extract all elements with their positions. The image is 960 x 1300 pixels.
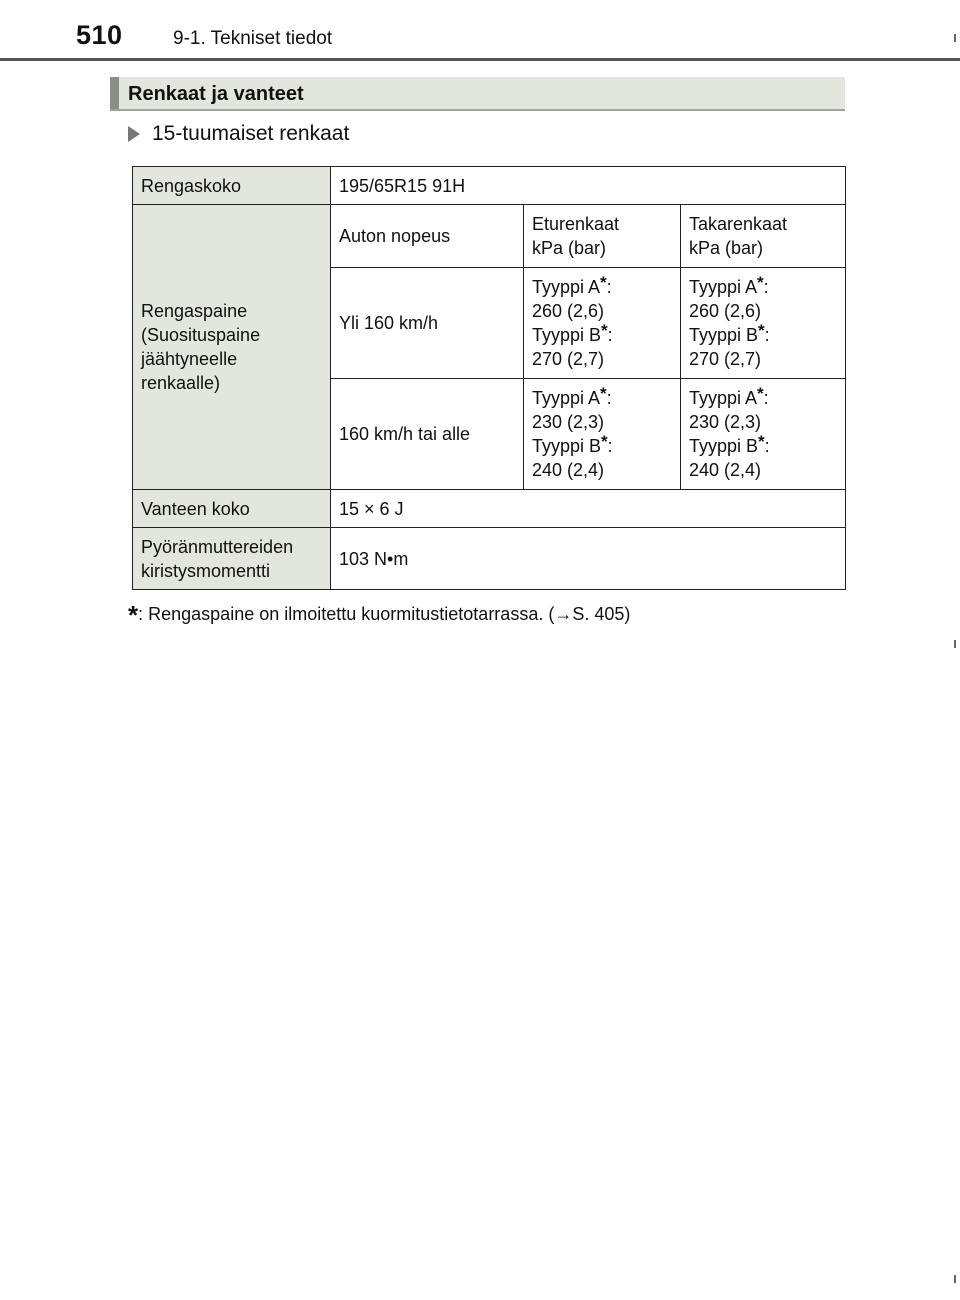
triangle-bullet-icon: [128, 126, 140, 142]
pressure-value: 260 (2,6): [532, 301, 605, 321]
rear-header-line: Takarenkaat: [689, 214, 788, 234]
front-column-header: [524, 205, 681, 268]
speed-cell: Yli 160 km/h: [331, 268, 524, 379]
pressure-value: 230 (2,3): [532, 412, 605, 432]
rear-pressure-cell: Tyyppi A*: 260 (2,6) Tyyppi B*: 270 (2,7): [681, 268, 846, 379]
front-pressure-cell: Tyyppi A*: 230 (2,3) Tyyppi B*: 240 (2,4): [524, 379, 681, 490]
torque-label: [133, 528, 331, 590]
pressure-label-line: jäähtyneelle: [141, 349, 238, 369]
speed-cell: 160 km/h tai alle: [331, 379, 524, 490]
page-number: 510: [76, 20, 123, 50]
asterisk-icon: *: [600, 384, 607, 403]
asterisk-icon: *: [758, 321, 765, 340]
asterisk-icon: *: [600, 273, 607, 292]
pressure-value: 270 (2,7): [532, 349, 605, 369]
pressure-label-line: (Suosituspaine: [141, 325, 261, 345]
footnote: [128, 600, 630, 631]
tire-spec-table: [132, 166, 846, 590]
table-row: [133, 528, 846, 590]
table-row: [133, 490, 846, 528]
crop-mark: [954, 34, 956, 42]
table-row: [133, 167, 846, 205]
footnote-asterisk-icon: *: [128, 600, 139, 630]
rim-size-value: 15 × 6 J: [331, 490, 846, 528]
pressure-value: 240 (2,4): [689, 460, 762, 480]
type-a-label: Tyyppi A: [532, 277, 601, 297]
arrow-icon: →: [554, 604, 573, 624]
front-pressure-cell: Tyyppi A*: 260 (2,6) Tyyppi B*: 270 (2,7): [524, 268, 681, 379]
section-title: Renkaat ja vanteet: [128, 83, 304, 105]
type-b-label: Tyyppi B: [689, 325, 759, 345]
rear-column-header: [681, 205, 846, 268]
type-a-label: Tyyppi A: [532, 388, 601, 408]
type-b-label: Tyyppi B: [532, 325, 602, 345]
asterisk-icon: *: [758, 432, 765, 451]
asterisk-icon: *: [757, 384, 764, 403]
pressure-value: 230 (2,3): [689, 412, 762, 432]
pressure-value: 240 (2,4): [532, 460, 605, 480]
pressure-value: 270 (2,7): [689, 349, 762, 369]
page-reference-link[interactable]: S. 405): [572, 604, 631, 624]
pressure-label-line: renkaalle): [141, 373, 221, 393]
torque-label-line: Pyöränmuttereiden: [141, 536, 294, 557]
section-header: 9-1. Tekniset tiedot: [173, 28, 333, 49]
rear-pressure-cell: Tyyppi A*: 230 (2,3) Tyyppi B*: 240 (2,4): [681, 379, 846, 490]
type-a-label: Tyyppi A: [689, 388, 758, 408]
tire-size-label: Rengaskoko: [133, 167, 331, 205]
pressure-label-line: Rengaspaine: [141, 301, 248, 321]
speed-column-header: Auton nopeus: [331, 205, 524, 268]
front-header-line: Eturenkaat: [532, 214, 620, 234]
title-accent: [110, 77, 119, 109]
header-rule: [0, 58, 960, 61]
type-b-label: Tyyppi B: [689, 436, 759, 456]
section-title-bar: [110, 77, 845, 111]
rim-size-label: Vanteen koko: [133, 490, 331, 528]
asterisk-icon: *: [757, 273, 764, 292]
torque-label-line: kiristysmomentti: [141, 560, 271, 581]
type-a-label: Tyyppi A: [689, 277, 758, 297]
subheading: [128, 122, 349, 146]
subheading-text: 15-tuumaiset renkaat: [152, 122, 350, 145]
crop-mark: [954, 1275, 956, 1283]
type-b-label: Tyyppi B: [532, 436, 602, 456]
crop-mark: [954, 640, 956, 648]
torque-value: 103 N•m: [331, 528, 846, 590]
table-row: [133, 205, 846, 268]
tire-size-value: 195/65R15 91H: [331, 167, 846, 205]
footnote-text: : Rengaspaine on ilmoitettu kuormitustietotarrassa. (: [138, 604, 555, 624]
rear-header-unit: kPa (bar): [689, 238, 764, 258]
front-header-unit: kPa (bar): [532, 238, 607, 258]
asterisk-icon: *: [601, 432, 608, 451]
pressure-label: [133, 205, 331, 490]
pressure-value: 260 (2,6): [689, 301, 762, 321]
asterisk-icon: *: [601, 321, 608, 340]
